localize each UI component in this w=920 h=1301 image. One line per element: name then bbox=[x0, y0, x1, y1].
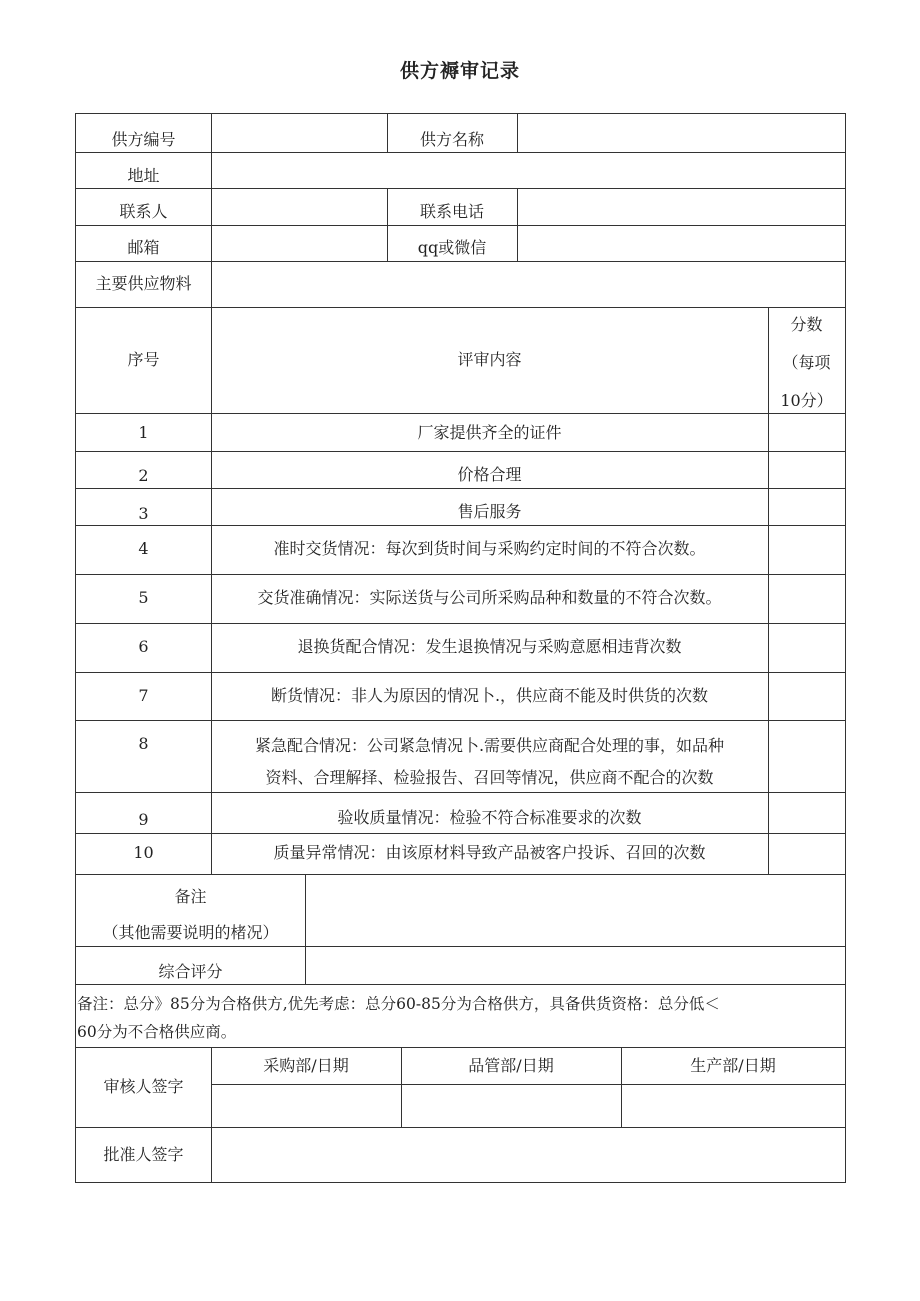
item-no: 5 bbox=[138, 588, 149, 607]
materials-label: 主要供应物料 bbox=[95, 274, 192, 293]
item-content: 交货准确情况：实际送货与公司所采购品种和数量的不符合次数。 bbox=[257, 588, 722, 607]
item-no: 1 bbox=[138, 423, 149, 442]
item-content: 准时交货情况：每次到货时间与采购约定时间的不符合次数。 bbox=[273, 539, 706, 558]
overall-score-label: 综合评分 bbox=[158, 962, 223, 981]
item-content: 资料、合理解择、检验报告、召回等情况，供应商不配合的次数 bbox=[265, 768, 714, 787]
remarks-sublabel: （其他需要说明的楮况） bbox=[102, 923, 279, 942]
item-content: 紧急配合情况：公司紧急情况卜.需要供应商配合处理的事，如品种 bbox=[254, 736, 725, 755]
item-no: 10 bbox=[133, 843, 154, 862]
reviewer-signature-label: 审核人签字 bbox=[103, 1077, 184, 1096]
scoring-note: 备注：总分》85分为合格供方,优先考虑：总分60-85分为合格供方，具备供货资格：总分低＜ bbox=[77, 995, 720, 1013]
item-no: 7 bbox=[138, 686, 149, 705]
item-no: 8 bbox=[138, 734, 149, 753]
header-score-line1: 分数 bbox=[790, 315, 823, 334]
header-seq: 序号 bbox=[127, 350, 160, 369]
item-no: 9 bbox=[138, 810, 149, 829]
item-content: 断货情况：非人为原因的情况卜.，供应商不能及时供货的次数 bbox=[270, 686, 709, 705]
supplier-review-table bbox=[75, 113, 846, 1183]
purchasing-dept-label: 采购部/日期 bbox=[263, 1056, 349, 1075]
supplier-name-label: 供方名称 bbox=[419, 130, 484, 149]
item-no: 3 bbox=[138, 504, 149, 523]
scoring-note-cont: 60分为不合格供应商。 bbox=[77, 1023, 237, 1041]
item-content: 退换货配合情况：发生退换情况与采购意愿相违背次数 bbox=[297, 637, 682, 656]
item-content: 价格合理 bbox=[457, 465, 522, 484]
supplier-no-label: 供方编号 bbox=[111, 130, 176, 149]
phone-label: 联系电话 bbox=[419, 202, 484, 221]
remarks-label: 备注 bbox=[174, 887, 207, 906]
approver-signature-label: 批准人签字 bbox=[103, 1145, 184, 1164]
item-content: 售后服务 bbox=[457, 502, 522, 521]
header-score-line3: 10分） bbox=[780, 391, 833, 410]
qq-label: qq或微信 bbox=[417, 238, 487, 257]
contact-label: 联系人 bbox=[119, 202, 168, 221]
header-content: 评审内容 bbox=[457, 350, 522, 369]
item-content: 质量异常情况：由该原材料导致产品被客户投诉、召回的次数 bbox=[273, 843, 706, 862]
item-content: 验收质量情况：检验不符合标准要求的次数 bbox=[337, 808, 642, 827]
header-score-line2: （每项 bbox=[782, 353, 831, 372]
address-label: 地址 bbox=[127, 166, 160, 185]
item-no: 2 bbox=[138, 466, 149, 485]
document-title: 供方褥审记录 bbox=[399, 60, 520, 82]
item-content: 厂家提供齐全的证件 bbox=[417, 423, 562, 442]
quality-dept-label: 品管部/日期 bbox=[468, 1056, 554, 1075]
email-label: 邮箱 bbox=[127, 238, 160, 257]
production-dept-label: 生产部/日期 bbox=[690, 1056, 776, 1075]
item-no: 6 bbox=[138, 637, 149, 656]
item-no: 4 bbox=[138, 539, 149, 558]
